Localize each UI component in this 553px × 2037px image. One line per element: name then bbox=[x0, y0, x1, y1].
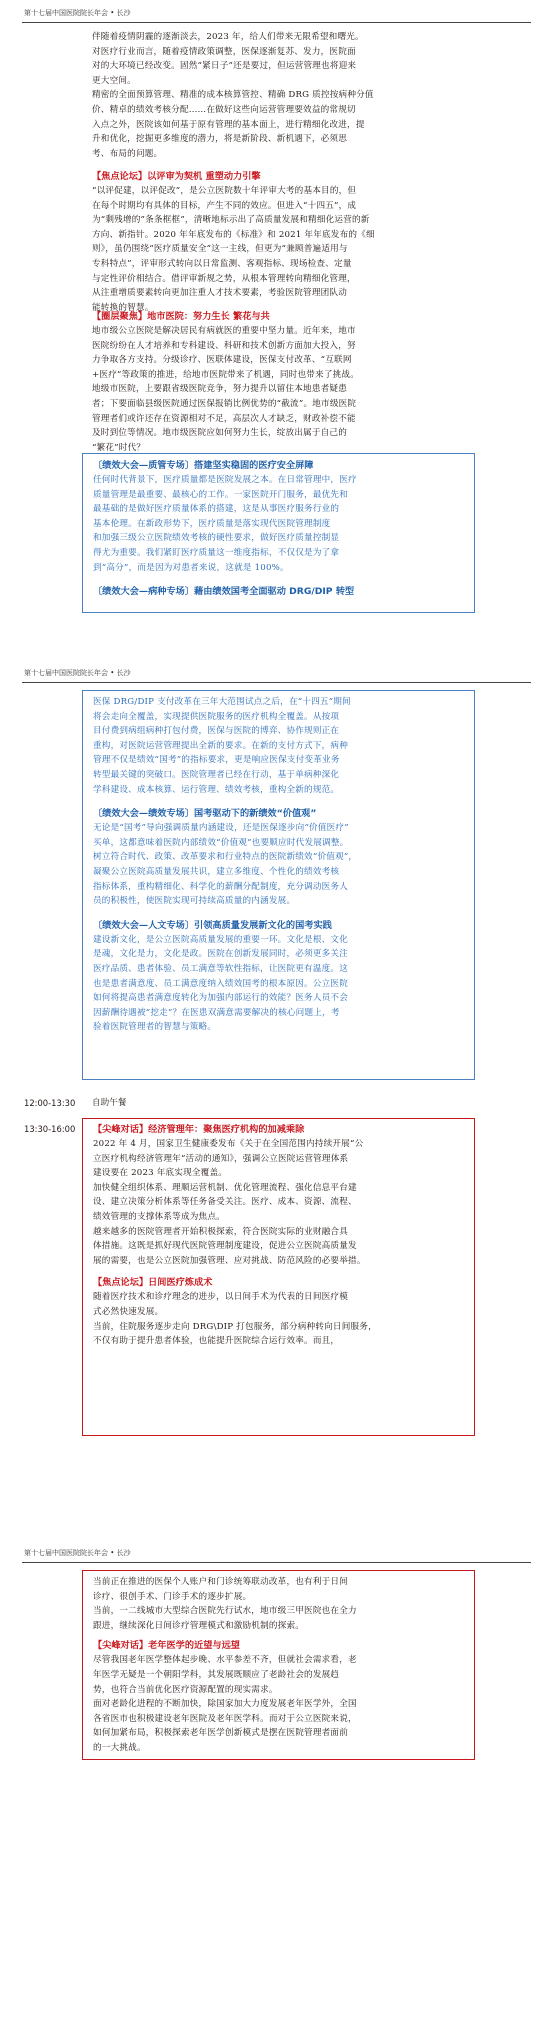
intro-line: 价、精卓的绩效考核分配……在做好这些向运营管理要效益的常规切 bbox=[92, 104, 356, 115]
box-line: 如何将提高患者满意度转化为加强内部运行的效能？医务人员不会 bbox=[93, 993, 349, 1004]
intro-line: 精密的全面预算管理、精准的成本核算管控、精确 DRG 质控按病种分值 bbox=[92, 90, 374, 101]
running-header: 第十七届中国医院院长年会 • 长沙 bbox=[24, 1549, 131, 1557]
schedule-time: 13:30-16:00 bbox=[24, 1124, 76, 1134]
performance-sessions-box bbox=[82, 690, 475, 1080]
section-line: 当前，住院服务逐步走向 DRG\DIP 打包服务，部分病种转向日间服务， bbox=[93, 1321, 377, 1332]
continued-session-box bbox=[82, 1570, 475, 1760]
section-line: “以评促建，以评促改”，是公立医院数十年评审大考的基本目的，但 bbox=[92, 186, 357, 196]
box-line: 树立符合时代、政策、改革要求和行业特点的医院新绩效“价值观”， bbox=[93, 852, 358, 863]
box-line: 将会走向全覆盖，实现提供医院服务的医疗机构全覆盖。从按项 bbox=[93, 711, 340, 722]
section-line: 不仅有助于提升患者体验，也能提升医院综合运行效率。而且， bbox=[93, 1336, 340, 1347]
running-header: 第十七届中国医院院长年会 • 长沙 bbox=[24, 669, 131, 677]
header-rule bbox=[22, 1562, 531, 1563]
section-circle-focus bbox=[92, 310, 467, 455]
header-rule bbox=[22, 22, 531, 23]
section-line: 各省医市也积极建设老年医院及老年医学科。而对于公立医院来说， bbox=[93, 1713, 357, 1724]
box-line: 最基础的是做好医疗质量体系的搭建，这是从事医疗服务行业的 bbox=[93, 504, 340, 515]
section-line: 建设要在 2023 年底实现全覆盖。 bbox=[93, 1168, 228, 1179]
section-focus-forum bbox=[92, 170, 467, 315]
section-line: 体措施。这既是抓好现代医院管理制度建设，促进公立医院高质量发 bbox=[93, 1241, 357, 1252]
section-title: 【圈层聚焦】地市医院：努力生长 繁花与共 bbox=[92, 311, 270, 322]
section-line: 从注重增质要素转向更加注重人才技术要素，考验医院管理团队动 bbox=[92, 288, 348, 299]
box-line: 转型最关键的突破口。医院管理者已经在行动，基于单病种深化 bbox=[93, 769, 340, 780]
section-line: 年医学无疑是一个朝阳学科，其发展既顺应了老龄社会的发展趋 bbox=[93, 1669, 340, 1680]
section-line: 面对老龄化进程的不断加快，除国家加大力度发展老年医学外，全国 bbox=[93, 1699, 357, 1710]
box-line: 无论是“国考”导向强调质量内涵建设，还是医保逐步向“价值医疗” bbox=[93, 823, 349, 834]
box-title: 〔绩效大会—质管专场〕搭建坚实稳固的医疗安全屏障 bbox=[93, 460, 314, 471]
section-line: 跟进，继续深化日间诊疗管理模式和激励机制的探索。 bbox=[93, 1620, 305, 1631]
running-header: 第十七届中国医院院长年会 • 长沙 bbox=[24, 9, 131, 17]
section-line: 力争取各方支持。分级诊疗、医联体建设，医保支付改革、“互联网 bbox=[92, 355, 352, 366]
intro-line: 伴随着疫情阴霾的逐渐淡去，2023 年，给人们带来无限希望和曙光。 bbox=[92, 32, 364, 42]
page-3 bbox=[0, 1540, 553, 2037]
section-title: 【尖峰对话】老年医学的近望与远望 bbox=[93, 1640, 240, 1652]
section-line: 2022 年 4 月，国家卫生健康委发布《关于在全国范围内持续开展“公 bbox=[93, 1139, 364, 1149]
section-line: 为“剩残增的”条条框框”，清晰地标示出了高质量发展和精细化运营的新 bbox=[92, 215, 370, 226]
section-line: 则》，虽仍围绕“医疗质量安全”这一主线，但更为“兼顾普遍适用与 bbox=[92, 244, 348, 255]
intro-line: 对的大环境已经改变。固然“紧日子”还是要过，但运营管理也将迎来 bbox=[92, 61, 357, 72]
section-line: 方向、新指针。2020 年年底发布的《标准》和 2021 年年底发布的《细 bbox=[92, 229, 375, 240]
section-line: 医院纷纷在人才培养和专科建设、科研和技术创新方面加大投入，努 bbox=[92, 340, 356, 351]
section-line: 诊疗、很创手术、门诊手术的逐步扩展。 bbox=[93, 1591, 252, 1602]
section-line: 势，也符合当前优化医疗资源配置的现实需求。 bbox=[93, 1684, 278, 1695]
intro-line: 考、布局的问题。 bbox=[92, 148, 163, 159]
header-rule bbox=[22, 682, 531, 683]
section-line: 越来越多的医院管理者开始积极探索，符合医院实际的业财融合具 bbox=[93, 1226, 349, 1237]
section-line: 及时到位等情况。地市级医院应如何努力生长，绽放出属于自己的 bbox=[92, 428, 348, 439]
page-2 bbox=[0, 660, 553, 1540]
section-line: 的一大挑战。 bbox=[93, 1742, 146, 1753]
box-line: 得尤为重要。我们紧盯医疗质量这一维度指标，不仅仅是为了拿 bbox=[93, 547, 340, 558]
intro-line: 更大空间。 bbox=[92, 75, 136, 86]
box-line: 目付费到病组病种打包付费，医保与医院的博弈、协作规则正在 bbox=[93, 726, 340, 737]
box-line: 凝聚公立医院高质量发展共识，建立多维度、个性化的绩效考核 bbox=[93, 866, 340, 877]
afternoon-session-box bbox=[82, 1118, 475, 1436]
box-line: 管理不仅是绩效“国考”的指标要求，更是响应医保支付变革业务 bbox=[93, 755, 340, 766]
section-line: 加快健全组织体系、理顺运营机制、优化管理流程、强化信息平台建 bbox=[93, 1182, 357, 1193]
quality-session-box bbox=[82, 453, 475, 613]
box-title: 〔绩效大会—人文专场〕引领高质量发展新文化的国考实践 bbox=[93, 919, 332, 931]
box-line: 到“高分”，而是因为对患者来说，这就是 100%。 bbox=[93, 562, 289, 573]
section-line: 地市级公立医院是解决居民有病就医的重要中坚力量。近年来，地市 bbox=[92, 326, 356, 336]
box-line: 和加强三级公立医院绩效考核的硬性要求，做好医疗质量控制显 bbox=[93, 533, 340, 544]
box-line: 员的积极性，使医院实现可持续高质量的内涵发展。 bbox=[93, 896, 296, 907]
section-line: 绩效管理的支撑体系等成为焦点。 bbox=[93, 1211, 225, 1222]
box-line: 质量管理是最重要、最核心的工作。一家医院开门服务，最优先和 bbox=[93, 489, 349, 500]
section-line: 随着医疗技术和诊疗理念的进步，以日间手术为代表的日间医疗模 bbox=[93, 1292, 349, 1303]
section-line: “繁花”时代？ bbox=[92, 442, 146, 453]
section-line: 专科特点”，评审形式转向以日常监测、客观指标、现场检查、定量 bbox=[92, 258, 352, 269]
section-title: 【尖峰对话】经济管理年：聚焦医疗机构的加减乘除 bbox=[93, 1124, 305, 1135]
section-title: 【焦点论坛】日间医疗炼成术 bbox=[93, 1277, 213, 1289]
section-title: 【焦点论坛】以评审为契机 重塑动力引擎 bbox=[92, 171, 261, 182]
section-line: 立医疗机构经济管理年”活动的通知》，强调公立医院运营管理体系 bbox=[93, 1153, 349, 1164]
box-line: 重构，对医院运营管理提出全新的要求。在新的支付方式下，病种 bbox=[93, 740, 349, 751]
box-line: 是魂，文化是力，文化是政。医院在创新发展同时，必须更多关注 bbox=[93, 949, 349, 960]
box-line: 建设新文化，是公立医院高质量发展的重要一环。文化是根、文化 bbox=[93, 934, 349, 945]
intro-line: 升和优化，挖掘更多维度的潜力，将是新阶段、新机遇下，必须思 bbox=[92, 134, 348, 145]
section-line: 能转换的智慧。 bbox=[92, 302, 154, 313]
section-line: 如何加紧布局，积极探索老年医学创新模式是摆在医院管理者面前 bbox=[93, 1728, 349, 1739]
box-line: 买单，这都意味着医院内部绩效“价值观”也要顺应时代发展调整。 bbox=[93, 837, 349, 848]
box-line: 任何时代背景下，医疗质量都是医院发展之本。在日常管理中，医疗 bbox=[93, 475, 357, 485]
box-line: 指标体系，重构精细化、科学化的薪酬分配制度，充分调动医务人 bbox=[93, 881, 349, 892]
page-1 bbox=[0, 0, 553, 660]
section-line: 当前正在推进的医保个人账户和门诊统筹联动改革，也有利于日间 bbox=[93, 1577, 349, 1587]
section-line: 在每个时期均有具体的目标，产生不同的效应。但进入“十四五”，成 bbox=[92, 200, 357, 211]
schedule-time: 12:00-13:30 bbox=[24, 1098, 76, 1108]
section-line: 尽管我国老年医学整体起步晚、水平参差不齐，但就社会需求看，老 bbox=[93, 1655, 357, 1666]
section-line: 当前，一二线城市大型综合医院先行试水，地市级三甲医院也在全力 bbox=[93, 1606, 357, 1617]
section-line: 与定性评价相结合。借评审新规之势，从根本管理转向精细化管理， bbox=[92, 273, 356, 284]
box-line: 医疗品质、患者体验、员工满意等软性指标，让医院更有温度。这 bbox=[93, 963, 349, 974]
section-line: 设、建立决策分析体系等任务备受关注。医疗、成本、资源、流程、 bbox=[93, 1197, 357, 1208]
box-line: 验着医院管理者的智慧与策略。 bbox=[93, 1022, 217, 1033]
box-line: 学科建设、成本核算、运行管理、绩效考核，重构全新的规范。 bbox=[93, 784, 340, 795]
box-line: 基本伦理。在新政形势下，医疗质量是落实现代医院管理制度 bbox=[93, 518, 331, 529]
intro-paragraph bbox=[92, 30, 467, 161]
section-line: 管理者们或许还存在资源相对不足，高层次人才缺乏，财政补偿不能 bbox=[92, 413, 356, 424]
schedule-label: 自助午餐 bbox=[92, 1098, 127, 1108]
section-line: 式必然快速发展。 bbox=[93, 1306, 164, 1317]
section-line: 展的需要，也是公立医院加强管理、应对挑战、防范风险的必要举措。 bbox=[93, 1255, 366, 1266]
box-line: 医保 DRG/DIP 支付改革在三年大范围试点之后，在“十四五”期间 bbox=[93, 697, 351, 707]
box-title: 〔绩效大会—病种专场〕藉由绩效国考全面驱动 DRG/DIP 转型 bbox=[93, 586, 355, 598]
box-line: 因薪酬待遇被“挖走”？在医患双满意需要解决的核心问题上，考 bbox=[93, 1007, 340, 1018]
intro-line: 对医疗行业而言，随着疫情政策调整，医保逐渐复苏、发力，医院面 bbox=[92, 46, 356, 57]
box-title: 〔绩效大会—绩效专场〕国考驱动下的新绩效“价值观” bbox=[93, 808, 317, 820]
box-line: 也是患者满意度、员工满意度纳入绩效国考的根本原因。公立医院 bbox=[93, 978, 349, 989]
section-line: +医疗”等政策的推进，给地市医院带来了机遇，同时也带来了挑战。 bbox=[92, 369, 360, 380]
section-line: 地级市医院，上要跟省级医院竞争，努力提升以留住本地患者疑患 bbox=[92, 384, 348, 395]
intro-line: 入点之外，医院该如何基于原有管理的基本面上，进行精细化改进，提 bbox=[92, 119, 365, 130]
section-line: 者；下要面临县级医院通过医保报销比例优势的“截流”。地市级医院 bbox=[92, 398, 357, 409]
